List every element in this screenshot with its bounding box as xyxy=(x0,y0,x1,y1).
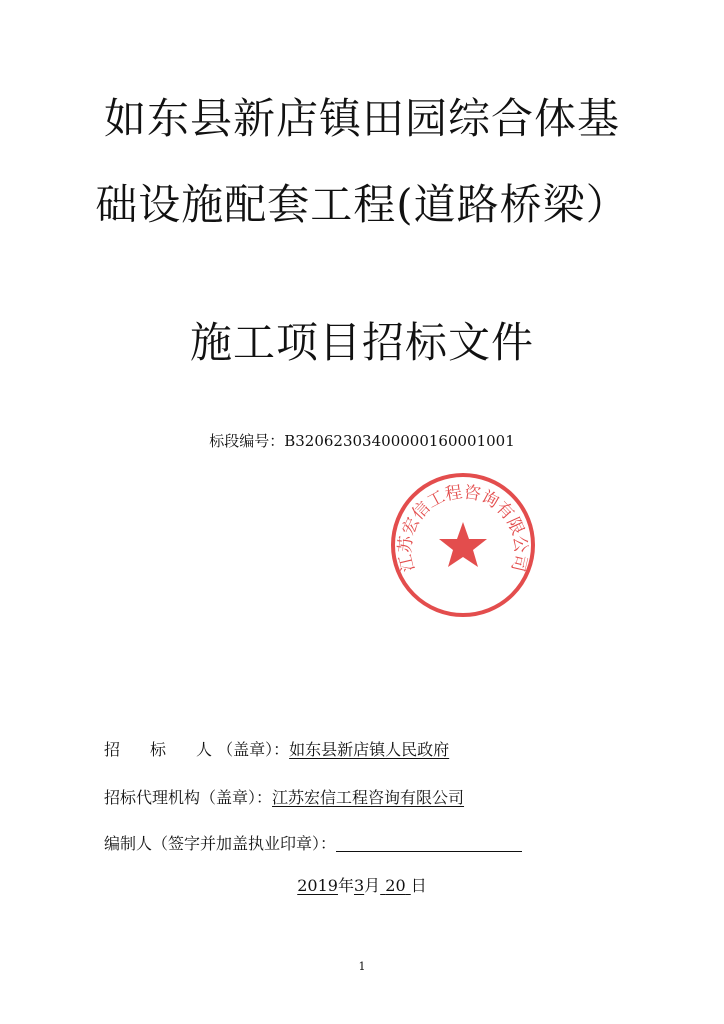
document-subtitle: 施工项目招标文件 xyxy=(189,318,534,367)
bid-section-number: 标段编号：B32062303400000160001001 xyxy=(209,432,515,450)
date-month: 3 xyxy=(353,876,365,895)
document-date: 2019年3月 20 日 xyxy=(297,876,427,895)
tenderer-label: 招 标 人 xyxy=(104,740,213,759)
agency-label: 招标代理机构（盖章）： xyxy=(104,788,273,807)
date-day: 20 xyxy=(385,876,406,895)
page-number: 1 xyxy=(358,960,366,973)
svg-text:江苏宏信工程咨询有限公司: 江苏宏信工程咨询有限公司 xyxy=(395,482,531,574)
document-title-line-2: 础设施配套工程(道路桥梁） xyxy=(95,180,629,229)
agency-value: 江苏宏信工程咨询有限公司 xyxy=(272,788,465,807)
tenderer-label-suffix: （盖章）： xyxy=(217,740,290,759)
agency-field xyxy=(104,790,464,806)
tenderer-field xyxy=(104,742,449,758)
seal-star-icon xyxy=(439,522,487,567)
compiler-field xyxy=(104,836,522,852)
tenderer-value: 如东县新店镇人民政府 xyxy=(289,740,450,759)
company-seal-stamp xyxy=(388,470,538,620)
document-title-line-1: 如东县新店镇田园综合体基 xyxy=(103,94,620,143)
date-year: 2019 xyxy=(297,876,338,895)
compiler-label: 编制人（签字并加盖执业印章）： xyxy=(104,834,337,853)
signature-blank-line xyxy=(336,837,522,852)
